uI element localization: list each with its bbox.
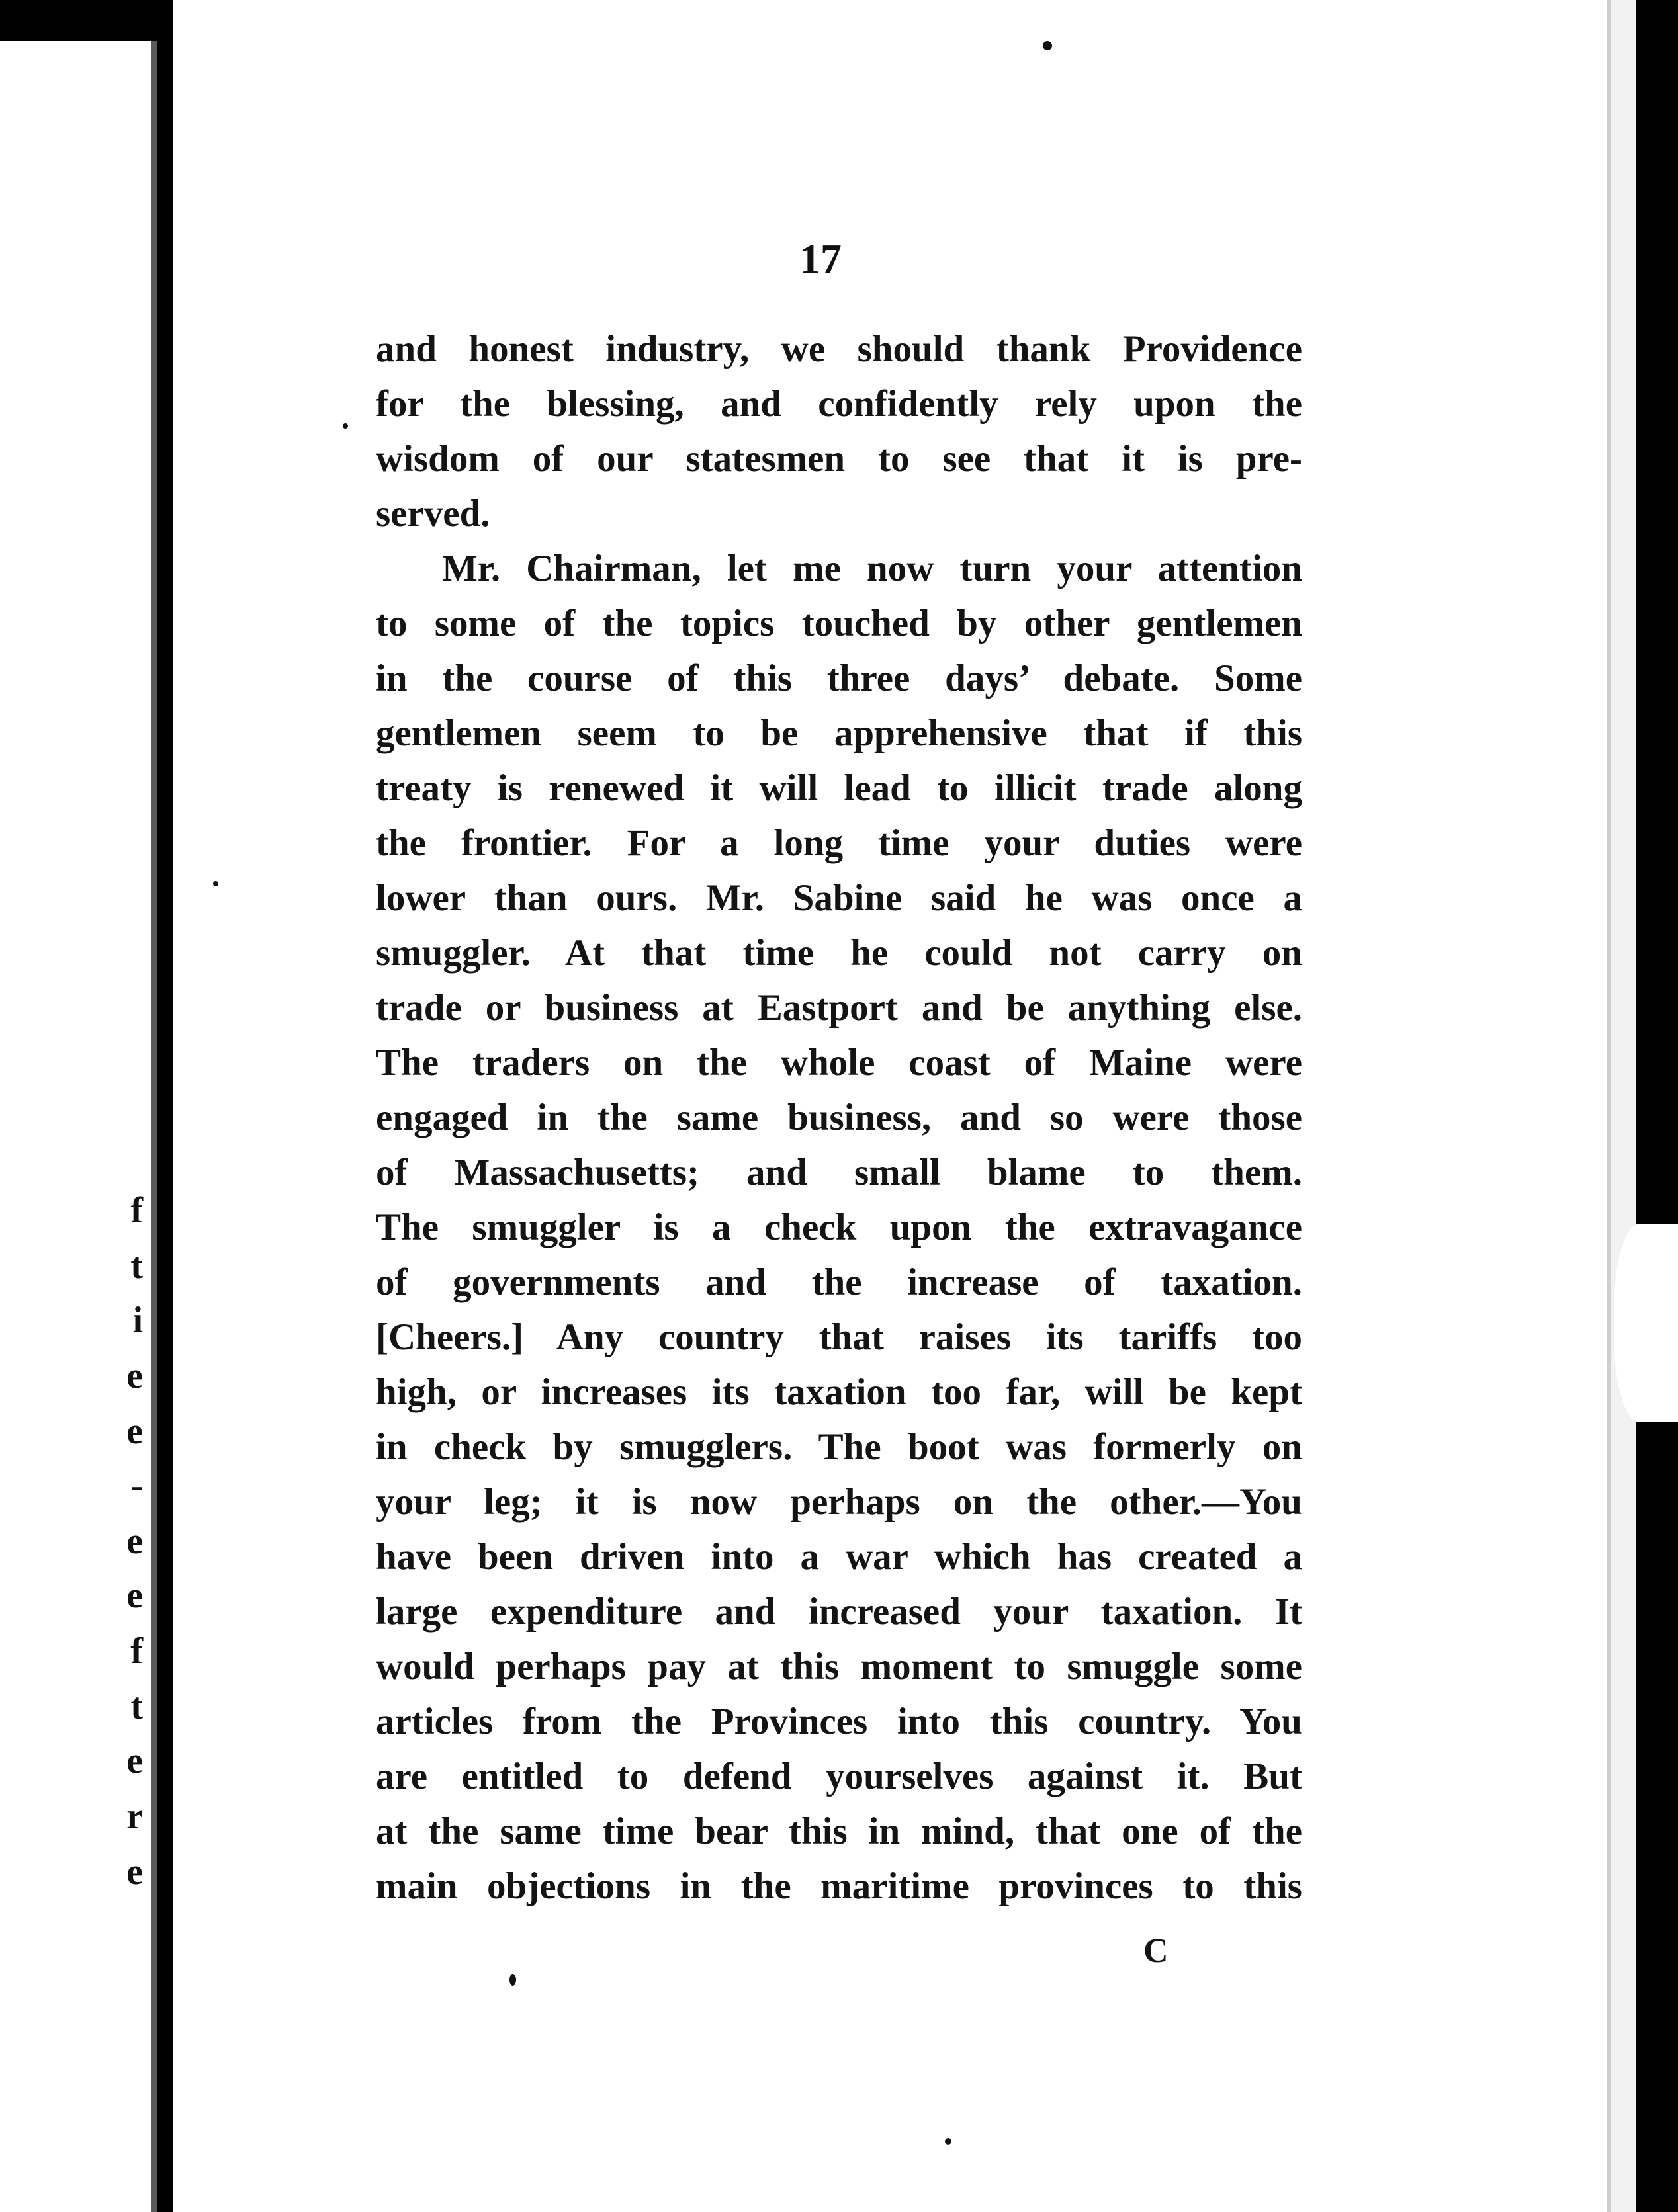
- text-line: in check by smugglers. The boot was formerly on: [376, 1426, 1302, 1468]
- text-line: would perhaps pay at this moment to smuggle some: [376, 1646, 1302, 1687]
- facing-page-margin-letters: [0, 41, 157, 2212]
- margin-letter: f: [130, 1631, 143, 1672]
- text-line: Mr. Chairman, let me now turn your attention: [442, 548, 1302, 589]
- text-line: The smuggler is a check upon the extravagance: [376, 1207, 1302, 1248]
- text-line: engaged in the same business, and so were those: [376, 1097, 1302, 1138]
- text-line: and honest industry, we should thank Providence: [376, 328, 1302, 370]
- margin-letter: e: [126, 1521, 143, 1562]
- text-line: of Massachusetts; and small blame to them.: [376, 1152, 1302, 1193]
- text-line: of governments and the increase of taxation.: [376, 1261, 1302, 1303]
- page-number: 17: [799, 235, 842, 282]
- margin-letter: f: [130, 1190, 143, 1231]
- ink-speck: [343, 423, 348, 429]
- text-line: your leg; it is now perhaps on the other.—You: [376, 1481, 1302, 1523]
- margin-letter: i: [132, 1300, 143, 1341]
- text-line: to some of the topics touched by other gentlemen: [376, 603, 1302, 644]
- margin-letter: t: [130, 1686, 143, 1727]
- margin-letter: e: [126, 1355, 143, 1396]
- text-line: The traders on the whole coast of Maine were: [376, 1042, 1302, 1084]
- body-text: [376, 321, 1302, 1914]
- margin-letter: e: [126, 1740, 143, 1781]
- facing-page: [0, 41, 157, 2212]
- ink-speck: [213, 881, 218, 886]
- margin-letter: e: [126, 1411, 143, 1452]
- text-line: in the course of this three days’ debate. Some: [376, 658, 1302, 699]
- page-edge: [1607, 0, 1640, 2212]
- text-line: for the blessing, and confidently rely upon the: [376, 383, 1302, 425]
- text-line: the frontier. For a long time your duties were: [376, 822, 1302, 864]
- text-line: treaty is renewed it will lead to illicit trade along: [376, 767, 1302, 809]
- margin-letter: e: [126, 1575, 143, 1616]
- text-line: large expenditure and increased your taxation. It: [376, 1591, 1302, 1633]
- text-line: at the same time bear this in mind, that one of the: [376, 1810, 1302, 1852]
- text-line: main objections in the maritime provinces to this: [376, 1865, 1302, 1907]
- ink-speck: [1043, 41, 1052, 50]
- margin-letter: r: [126, 1796, 143, 1837]
- text-line: are entitled to defend yourselves against it. But: [376, 1756, 1302, 1797]
- signature-mark: C: [1143, 1932, 1169, 1970]
- text-line: high, or increases its taxation too far, will be kept: [376, 1371, 1302, 1413]
- margin-letter: t: [130, 1246, 143, 1287]
- text-line: [Cheers.] Any country that raises its tariffs too: [376, 1316, 1302, 1358]
- text-line: served.: [376, 493, 490, 534]
- ink-speck: [509, 1974, 516, 1986]
- margin-letter: -: [130, 1465, 143, 1506]
- page-tear: [1614, 1224, 1678, 1422]
- right-border: [1636, 0, 1678, 2212]
- text-line: have been driven into a war which has created a: [376, 1536, 1302, 1578]
- text-line: smuggler. At that time he could not carry on: [376, 932, 1302, 974]
- ink-speck: [945, 2138, 951, 2145]
- text-line: trade or business at Eastport and be anything else.: [376, 987, 1302, 1029]
- text-line: wisdom of our statesmen to see that it is pre-: [376, 438, 1302, 480]
- margin-letter: e: [126, 1851, 143, 1893]
- text-line: lower than ours. Mr. Sabine said he was once a: [376, 877, 1302, 919]
- text-line: gentlemen seem to be apprehensive that if this: [376, 712, 1302, 754]
- text-line: articles from the Provinces into this country. You: [376, 1701, 1302, 1742]
